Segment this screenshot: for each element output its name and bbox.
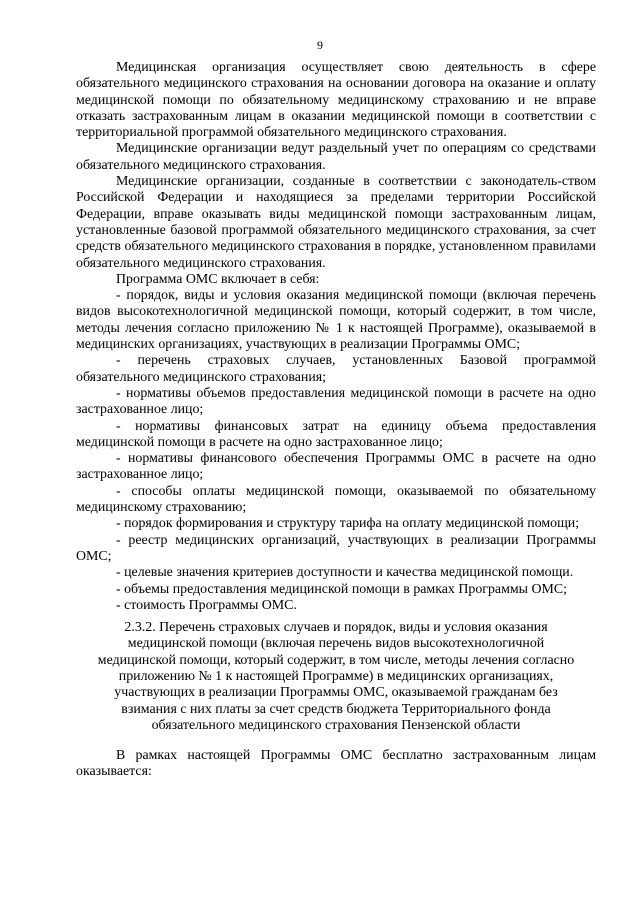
list-item: - нормативы финансовых затрат на единицу объема предоставления медицинской помощи в расчете на одно застрахованное лицо; xyxy=(76,418,596,450)
list-item: - порядок, виды и условия оказания медицинской помощи (включая перечень видов высокотехнологичной медицинской помощи, который содержит, в том числе, методы лечения согласно приложению № 1 к настоящей Программе), оказываемой в медицинских организациях, участвующих в реализации Программы ОМС; xyxy=(76,288,596,353)
list-item: - целевые значения критериев доступности и качества медицинской помощи. xyxy=(116,565,574,581)
section-heading: 2.3.2. Перечень страховых случаев и порядок, виды и условия оказания медицинской помощи (включая перечень видов высокотехнологичной медицинской помощи, который содержит, в том числе, методы лечения согласно приложению № 1 к настоящей Программе) в медицинских организациях, участвующих в реализации Программы ОМС, оказываемой гражданам без взимания с них платы за счет средств бюджета Территориального фонда обязательного медицинского страхования Пензенской области xyxy=(97,620,575,733)
list-item: - способы оплаты медицинской помощи, оказываемой по обязательному медицинскому страхованию; xyxy=(76,483,596,516)
paragraph-program-includes: Программа ОМС включает в себя: xyxy=(116,271,320,287)
paragraph-separate-accounting: Медицинские организации ведут раздельный учет по операциям со средствами обязательного медицинского страхования. xyxy=(76,141,596,173)
list-item: - реестр медицинских организаций, участвующих в реализации Программы ОМС; xyxy=(76,532,596,564)
list-item: - порядок формирования и структуру тарифа на оплату медицинской помощи; xyxy=(116,516,580,532)
list-item: - перечень страховых случаев, установленных Базовой программой обязательного медицинского страхования; xyxy=(76,353,596,385)
list-item: - стоимость Программы ОМС. xyxy=(116,597,297,613)
program-contents-list xyxy=(76,288,596,614)
page-number: 9 xyxy=(317,38,323,52)
list-item: - нормативы объемов предоставления медицинской помощи в расчете на одно застрахованное лицо; xyxy=(76,385,596,418)
paragraph-foreign-organizations: Медицинские организации, созданные в соответствии с законодатель-ством Российской Федерации и находящиеся за пределами территории Российской Федерации, вправе оказывать виды медицинской помощи застрахованным лицам, установленные базовой программой обязательного медицинского страхования, за счет средств обязательного медицинского страхования в порядке, установленном правилами обязательного медицинского страхования. xyxy=(76,174,596,271)
document-body xyxy=(76,60,596,781)
paragraph-oms-activity: Медицинская организация осуществляет свою деятельность в сфере обязательного медицинского страхования на основании договора на оказание и оплату медицинской помощи по обязательному медицинскому страхованию и не вправе отказать застрахованным лицам в оказании медицинской помощи в соответствии с территориальной программой обязательного медицинского страхования. xyxy=(76,60,596,141)
list-item: - нормативы финансового обеспечения Программы ОМС в расчете на одно застрахованное лицо; xyxy=(76,451,596,483)
paragraph-free-care: В рамках настоящей Программы ОМС бесплатно застрахованным лицам оказывается: xyxy=(76,748,596,780)
list-item: - объемы предоставления медицинской помощи в рамках Программы ОМС; xyxy=(116,581,567,597)
